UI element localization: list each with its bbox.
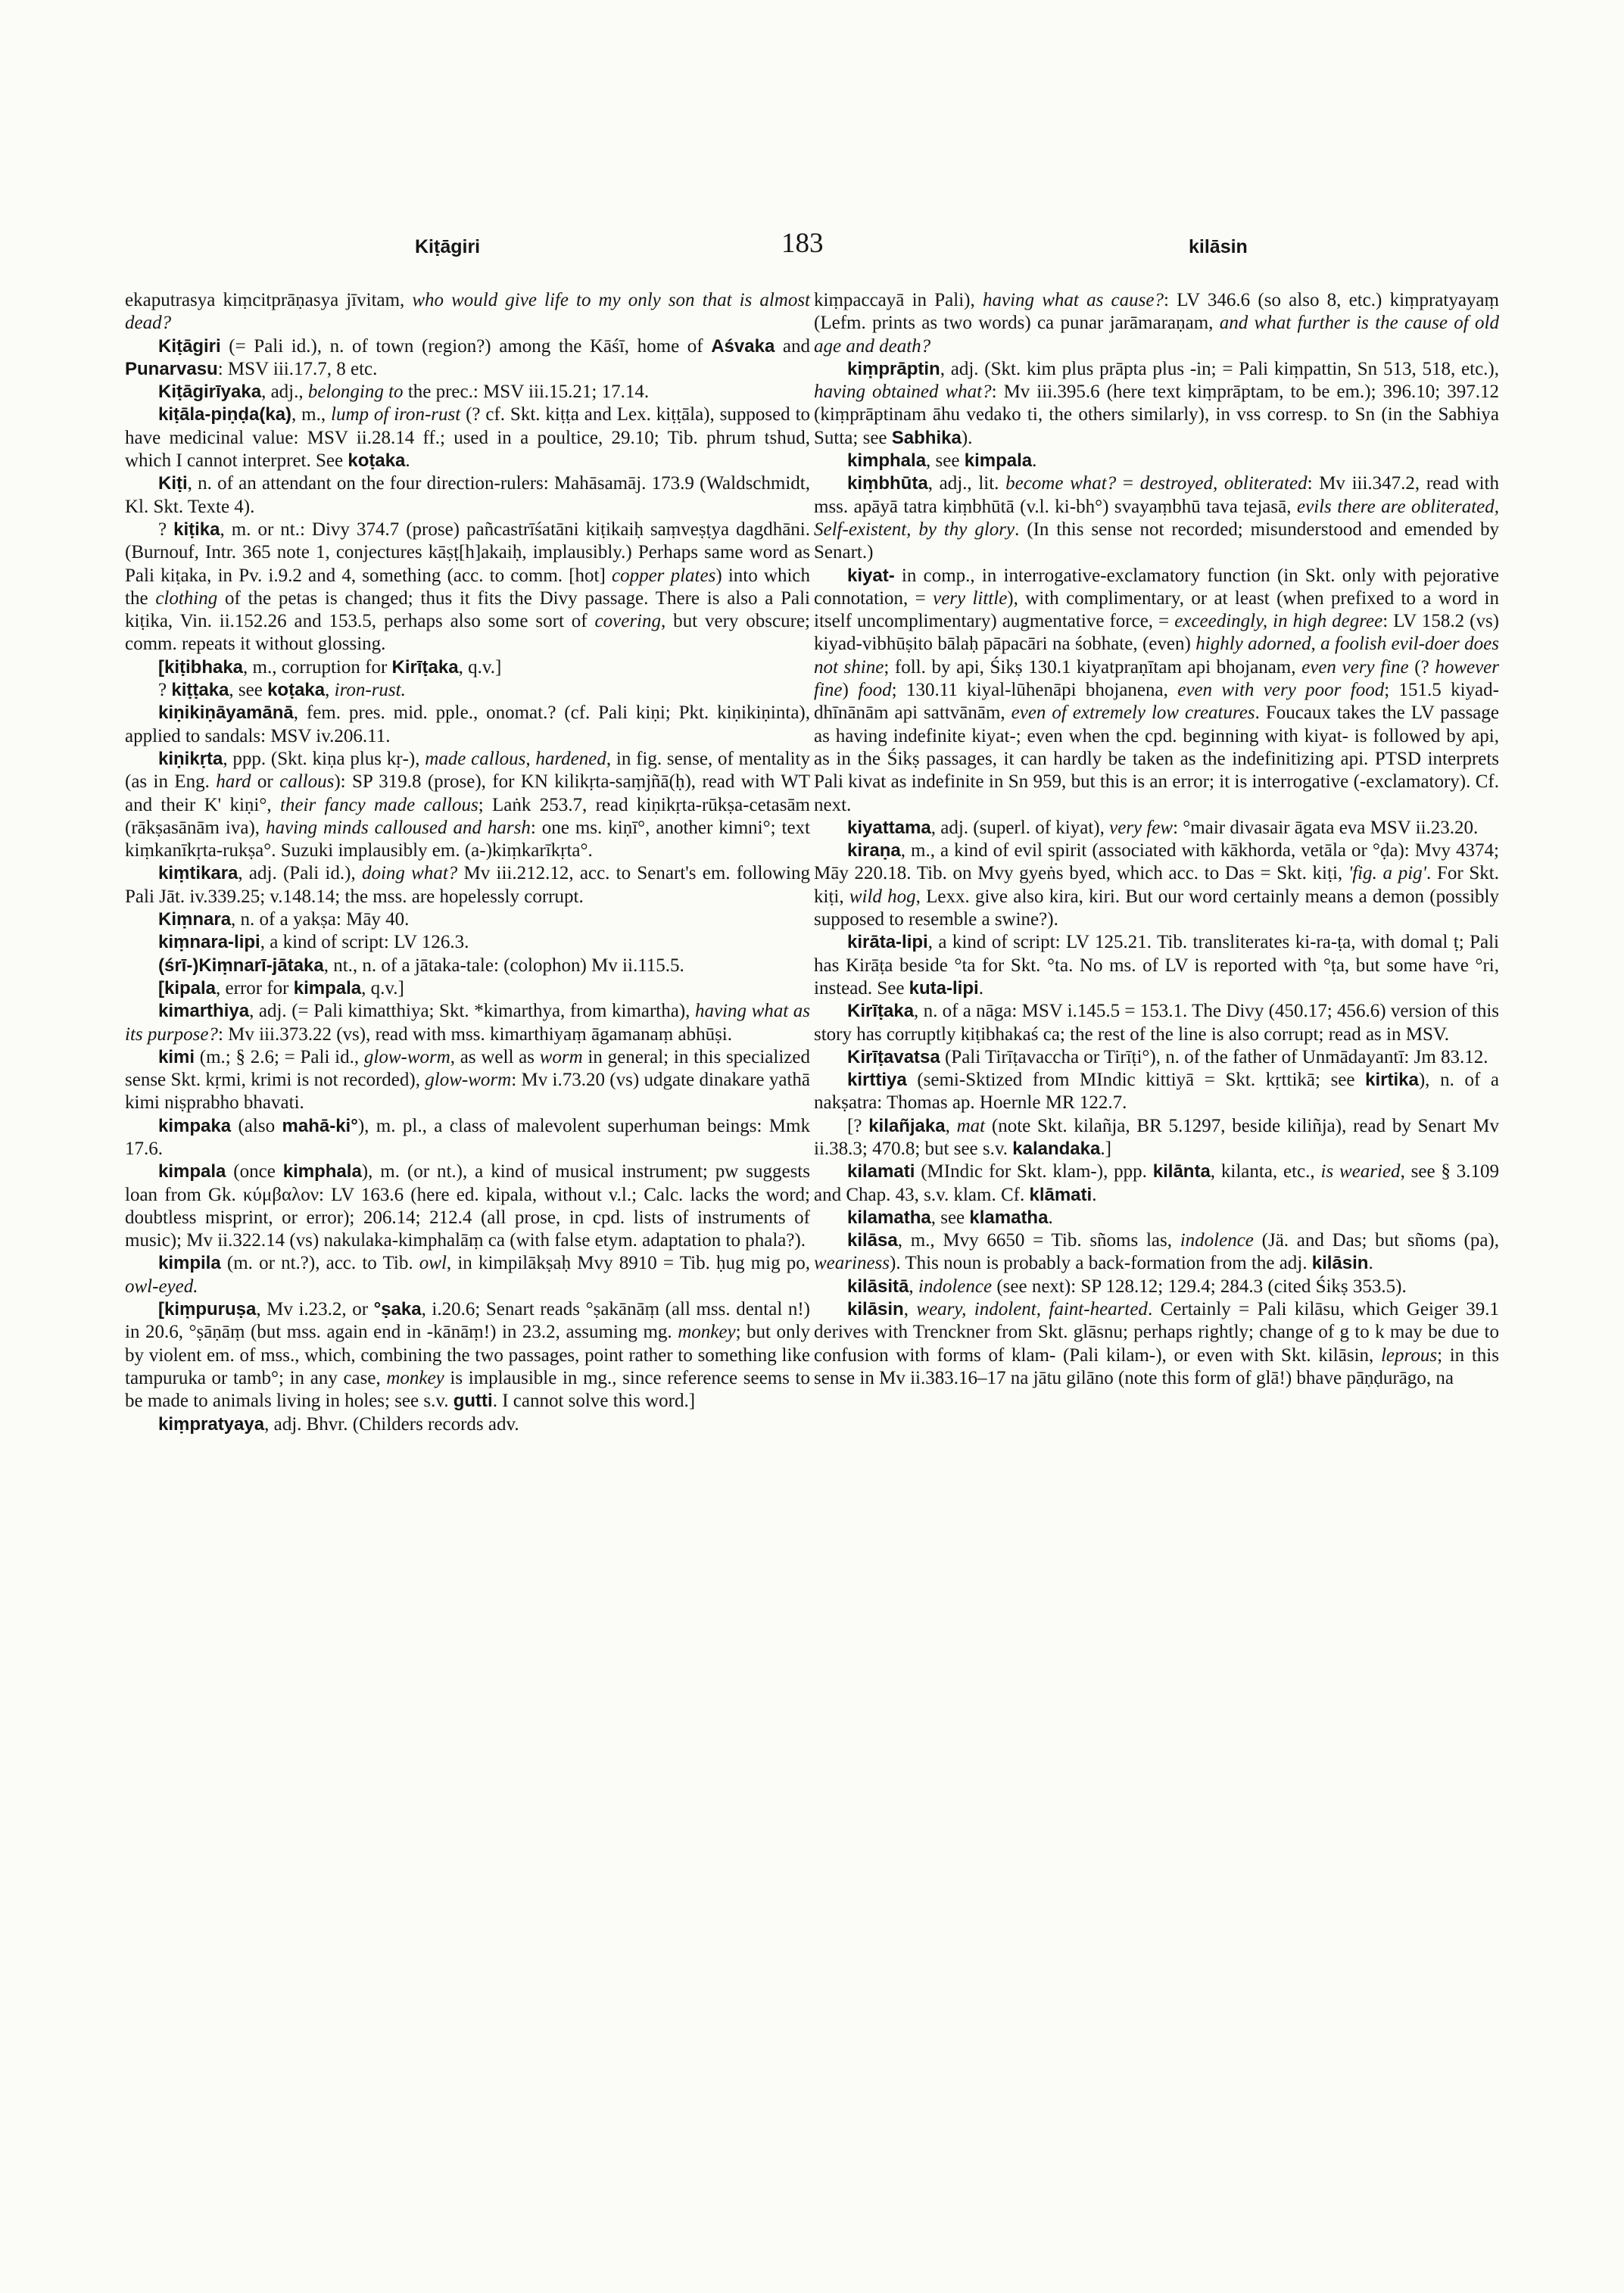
dictionary-entry <box>125 403 810 472</box>
entry-text: . I cannot solve this word.] <box>492 1391 696 1412</box>
right-running-head: kilāsin <box>1189 236 1248 257</box>
entry-text: : MSV iii.17.7, 8 etc. <box>217 358 378 379</box>
entry-text: (Jä. and Das; but sñoms (pa), <box>1253 1230 1499 1251</box>
entry-text: ). <box>961 427 973 448</box>
entry-text: ), m. pl., a class of malevolent superhuman beings: Mmk 17.6. <box>125 1115 810 1159</box>
headword: koṭaka <box>267 680 326 701</box>
entry-text: , fem. pres. mid. pple., onomat.? (cf. Pali kiṇi; Pkt. kiṇikiṇinta), applied to sandals: MSV iv.206.11. <box>125 703 810 746</box>
gloss: indolence <box>1180 1230 1254 1251</box>
headword: kalandaka <box>1012 1138 1101 1159</box>
entry-text: , as well as <box>450 1046 540 1067</box>
entry-text: Mv iii.212.12, acc. to Senart's em. following Pali Jāt. iv.339.25; v.148.14; the mss. are hopelessly corrupt. <box>125 863 810 907</box>
entry-text: (semi-Sktized from MIndic kittiyā = Skt. kṛttikā; see <box>906 1070 1366 1091</box>
headword: °ṣaka <box>373 1299 422 1320</box>
headword: kiṃnara-lipi <box>158 932 260 953</box>
headword: kilamatha <box>847 1207 931 1228</box>
headword: Kirīṭaka <box>391 656 459 678</box>
entry-text: : LV 346.6 (so also 8, etc.) kiṃpratyayaṃ (Lefm. prints as two words) ca punar jarāmaraṇam, <box>814 290 1499 334</box>
entry-text: , m. or nt.: Divy 374.7 (prose) pañcastrīśatāni kiṭikaiḥ saṃveṣṭya dagdhāni. (Burnouf, Intr. 365 note 1, conjectures kāṣṭ[h]akaiḥ, implausibly.) Perhaps same word as Pali kiṭaka, in Pv. i.9.2 and 4, something (acc. to comm. [hot] <box>125 519 810 586</box>
headword: kirāta-lipi <box>847 932 928 953</box>
dictionary-entry <box>814 931 1499 1000</box>
gloss: monkey <box>386 1367 444 1388</box>
headword: kiṇikṛta <box>158 748 223 769</box>
gloss: their fancy made callous <box>279 794 478 815</box>
entry-text: : Mv iii.347.2, read with mss. apāyā tatra kiṃbhūtā (v.l. ki-bh°) svayaṃbhū tava tejasā, <box>814 473 1499 517</box>
gloss: mat <box>956 1115 986 1136</box>
dictionary-entry <box>814 565 1499 817</box>
entry-text: , m., <box>291 404 332 425</box>
dictionary-entry <box>814 289 1499 358</box>
entry-text: . <box>1092 1184 1097 1205</box>
gloss: worm <box>539 1046 583 1067</box>
headword: Sabhika <box>891 427 962 448</box>
gloss: indolence <box>918 1276 993 1297</box>
entry-text: . (In this sense not recorded; misunderstood and emended by Senart.) <box>814 519 1499 563</box>
gloss: copper plates <box>611 565 716 586</box>
dictionary-entry <box>125 381 810 403</box>
entry-text: .] <box>1100 1138 1111 1159</box>
gloss: iron-rust. <box>334 680 406 701</box>
headword: kilāsin <box>1311 1253 1369 1274</box>
headword: koṭaka <box>348 450 406 472</box>
headword: kimpila <box>158 1253 221 1274</box>
left-running-head: Kiṭāgiri <box>415 236 481 257</box>
entry-text: (note Skt. kilañja, BR 5.1297, beside kiliñja), read by Senart Mv ii.38.3; 470.8; but see s.v. <box>814 1115 1499 1159</box>
headword: klamatha <box>969 1207 1049 1228</box>
entry-text: , ppp. (Skt. kiṇa plus kṛ-), <box>223 748 425 769</box>
page-number: 183 <box>781 228 824 259</box>
entry-text: , adj. Bhvr. (Childers records adv. <box>264 1413 519 1435</box>
headword: kiṭāla-piṇḍa(ka) <box>158 404 292 425</box>
entry-text: . <box>1032 450 1037 472</box>
dictionary-entry <box>814 1276 1499 1298</box>
entry-text: , kilanta, etc., <box>1210 1161 1321 1182</box>
entry-text: ). This noun is probably a back-formation from the adj. <box>890 1253 1312 1274</box>
gloss: callous <box>279 771 335 793</box>
entry-text: the prec.: MSV iii.15.21; 17.14. <box>403 382 650 403</box>
headword: Kiṭāgirīyaka <box>158 382 262 403</box>
headword: [kiṃpuruṣa <box>158 1299 257 1320</box>
gloss: owl-eyed. <box>125 1276 198 1297</box>
entry-text: , see <box>930 1207 970 1228</box>
gloss: clothing <box>155 587 218 609</box>
gloss: who would give life to my only son that is almost dead? <box>125 290 810 334</box>
entry-text: ): SP 319.8 (prose), for KN kilikṛta-saṃjñā(ḥ), read with WT and their K' kiṇi°, <box>125 771 811 815</box>
gloss: leprous <box>1380 1344 1438 1366</box>
gloss: having minds calloused and harsh <box>265 817 531 838</box>
dictionary-entry <box>125 289 810 335</box>
entry-text: ? <box>158 680 172 701</box>
headword: Aśvaka <box>711 335 775 357</box>
entry-text: , see <box>926 450 965 472</box>
dictionary-entry <box>125 1413 810 1436</box>
entry-text: , see § 3.109 and Chap. 43, s.v. klam. Cf. <box>814 1161 1500 1205</box>
entry-text: , adj. (= Pali kimatthiya; Skt. *kimarthya, from kimartha), <box>249 1001 695 1022</box>
entry-text: . <box>978 977 983 999</box>
gloss: weary, indolent, faint-hearted <box>916 1299 1148 1320</box>
dictionary-entry <box>125 931 810 954</box>
headword: Kiṭāgiri <box>158 335 221 357</box>
dictionary-entry <box>814 1000 1499 1046</box>
headword: kiṇikiṇāyamānā <box>158 703 294 724</box>
gloss: exceedingly, in high degree <box>1174 611 1383 632</box>
dictionary-entry <box>125 702 810 748</box>
headword: kimpala <box>964 450 1033 472</box>
gloss: wild hog <box>849 886 916 907</box>
gloss: covering <box>594 611 661 632</box>
dictionary-entry <box>814 1161 1499 1207</box>
dictionary-entry <box>814 1207 1499 1229</box>
gloss: having what as cause? <box>982 290 1164 310</box>
entry-text: (? cf. Skt. kiṭṭa and Lex. kiṭṭāla), supposed to have medicinal value: MSV ii.28.14 ff.; used in a poultice, 29.10; Tib. phrum tshud, which I cannot interpret. See <box>125 404 811 472</box>
dictionary-entry <box>125 748 810 862</box>
entry-text: , n. of a nāga: MSV i.145.5 = 153.1. The Divy (450.17; 456.6) version of this story has corruptly kiṭibhakaś ca; the rest of the line is also corrupt; read as in MSV. <box>814 1001 1499 1045</box>
entry-text: , adj., lit. <box>927 473 1006 494</box>
dictionary-entry <box>814 472 1499 564</box>
headword: kimpala <box>293 977 362 999</box>
left-column <box>125 289 810 1436</box>
headword: kilāsitā <box>847 1276 909 1297</box>
dictionary-entry <box>125 862 810 908</box>
dictionary-entry <box>814 1069 1499 1115</box>
headword: Kirīṭavatsa <box>847 1046 940 1067</box>
gloss: glow-worm <box>363 1046 450 1067</box>
entry-text: , m., a kind of evil spirit (associated with kākhorda, vetāla or °ḍa): Mvy 4374; Māy 220.18. Tib. on Mvy gyeṅs byed, which acc. to Das = Skt. kiṭi, <box>814 840 1499 884</box>
entry-text: of the petas is changed; thus it fits the Divy passage. There is also a Pali kiṭika, Vin. ii.152.26 and 153.5, perhaps also some sort of <box>125 587 810 632</box>
entry-text: , in fig. sense, of mentality (as in Eng. <box>125 748 810 793</box>
dictionary-entry <box>814 1229 1499 1276</box>
dictionary-entry <box>814 450 1499 472</box>
entry-text: (also <box>231 1115 282 1136</box>
headword: kilānta <box>1152 1161 1211 1182</box>
entry-text: . For Skt. kiṭi, <box>814 863 1499 907</box>
entry-text: = <box>1116 473 1140 494</box>
gloss: even very fine <box>1301 656 1409 678</box>
gloss: however fine <box>814 656 1500 701</box>
dictionary-entry <box>125 908 810 931</box>
headword: kiṭṭaka <box>171 680 229 701</box>
entry-text: in comp., in interrogative-exclamatory function (in Skt. only with pejorative connotation, = <box>814 565 1499 609</box>
entry-text: , <box>903 1299 917 1320</box>
entry-text: . <box>1048 1207 1053 1228</box>
gloss: having obtained what? <box>814 382 992 403</box>
entry-text: in general; in this specialized sense Skt. kṛmi, krimi is not recorded), <box>125 1046 810 1091</box>
entry-text: , q.v.] <box>361 977 404 999</box>
entry-text: , adj. (superl. of kiyat), <box>930 817 1110 838</box>
entry-text: (once <box>226 1161 283 1182</box>
entry-text: , adj. (Skt. kim plus prāpta plus -in; = Pali kiṃpattin, Sn 513, 518, etc.), <box>940 358 1499 379</box>
entry-text: : one ms. kiṇī°, another kimni°; text kiṃkanīkṛta-rukṣa°. Suzuki implausibly em. (a-)kiṃkarīkṛta°. <box>125 817 811 861</box>
entry-text: , adj. (Pali id.), <box>238 863 362 884</box>
entry-text: , n. of a yakṣa: Māy 40. <box>231 909 410 930</box>
entry-text: ), n. of a nakṣatra: Thomas ap. Hoernle MR 122.7. <box>814 1070 1499 1114</box>
entry-text: (? <box>1408 656 1435 678</box>
dictionary-entry <box>814 1046 1499 1069</box>
gloss: 'fig. a pig' <box>1348 863 1427 884</box>
entry-text: . Certainly = Pali kilāsu, which Geiger 39.1 derives with Trenckner from Skt. glāsnu; perhaps rightly; change of g to k may be due to confusion with forms of klam- (Pali kilam-), or even with Skt. kilāsin, <box>814 1299 1500 1366</box>
dictionary-entry <box>814 817 1499 840</box>
entry-text: ), with complimentary, or at least (when prefixed to a word in itself uncomplimentary) augmentative force, = <box>814 587 1499 632</box>
entry-text: [? <box>847 1115 869 1136</box>
headword: kiṭika <box>173 519 220 540</box>
gloss: destroyed, obliterated <box>1139 473 1308 494</box>
dictionary-entry <box>814 1298 1499 1390</box>
entry-text: , adj., <box>261 382 308 403</box>
headword: kimpala <box>158 1161 226 1182</box>
dictionary-entry <box>125 1046 810 1115</box>
entry-text: , in kimpilākṣaḥ Mvy 8910 = Tib. ḥug mig po, <box>446 1253 810 1274</box>
entry-text: ; in this sense in Mv ii.383.16–17 na jātu gilāno (note this form of glā!) bhave pāṇḍurāgo, na <box>814 1344 1499 1388</box>
entry-text: or <box>251 771 280 793</box>
entry-text: : Mv iii.395.6 (here text kiṃprāptam, to be em.); 396.10; 397.12 (kiṃprāptinam āhu vedako ti, the others similarly), in vss corresp. to Sn (in the Sabhiya Sutta; see <box>814 382 1499 448</box>
entry-text: , n. of an attendant on the four direction-rulers: Mahāsamāj. 173.9 (Waldschmidt, Kl. Skt. Texte 4). <box>125 473 810 517</box>
entry-text: ; foll. by api, Śikṣ 130.1 kiyatpraṇītam api bhojanam, <box>884 656 1302 678</box>
entry-text: kiṃpaccayā in Pali), <box>814 290 983 310</box>
headword: kilañjaka <box>868 1115 946 1136</box>
gloss: owl <box>419 1253 447 1274</box>
entry-text: ? <box>158 519 174 540</box>
entry-text: , <box>945 1115 957 1136</box>
dictionary-entry <box>125 955 810 977</box>
headword: kimi <box>158 1046 195 1067</box>
entry-text: , Lexx. give also kira, kiri. But our word certainly means a demon (possibly supposed to resemble a swine?). <box>814 886 1499 930</box>
gloss: weariness <box>814 1253 890 1274</box>
headword: kuta-lipi <box>909 977 979 999</box>
headword: kiyat- <box>847 565 895 586</box>
gloss: belonging to <box>307 382 404 403</box>
headword: Kirīṭaka <box>847 1001 915 1022</box>
entry-text: (see next): SP 128.12; 129.4; 284.3 (cited Śikṣ 353.5). <box>992 1276 1407 1297</box>
headword: [kipala <box>158 977 217 999</box>
entry-text: is implausible in mg., since reference seems to be made to animals living in holes; see s.v. <box>125 1367 810 1412</box>
gloss: highly adorned, a foolish evil-doer does not shine <box>814 634 1499 678</box>
gloss: glow-worm <box>425 1070 512 1091</box>
entry-text: , Mv i.23.2, or <box>256 1299 374 1320</box>
entry-text: , q.v.] <box>458 656 502 678</box>
gloss: doing what? <box>361 863 458 884</box>
headword: kiṃtikara <box>158 863 238 884</box>
headword: kiṃprāptin <box>847 358 940 379</box>
entry-text: , m., corruption for <box>243 656 392 678</box>
entry-text: ; 130.11 kiyal-lūhenāpi bhojanena, <box>891 680 1178 701</box>
entry-text: (= Pali id.), n. of town (region?) among the Kāśī, home of <box>220 335 712 357</box>
headword: kiṃbhūta <box>847 473 928 494</box>
gloss: very few <box>1109 817 1174 838</box>
entry-text: (m. or nt.?), acc. to Tib. <box>220 1253 419 1274</box>
headword: kimarthiya <box>158 1001 250 1022</box>
headword: kirttiya <box>847 1070 907 1091</box>
entry-text: . Foucaux takes the LV passage as having indefinite kiyat-; even when the cpd. beginning with kiyat- is followed by api, as in the Śikṣ passages, it can hardly be taken as the indefinitizing api. PTSD interprets Pali kivat as indefinite in Sn 959, but this is an error; it is interrogative (-exclamatory). Cf. next. <box>814 703 1500 815</box>
headword: kiyattama <box>847 817 931 838</box>
right-column <box>814 289 1499 1390</box>
gloss: even of extremely low creatures <box>1011 703 1255 724</box>
entry-text: : Mv i.73.20 (vs) udgate dinakare yathā kimi niṣprabho bhavati. <box>125 1070 810 1114</box>
gloss: made callous, hardened <box>425 748 606 769</box>
dictionary-entry <box>125 519 810 656</box>
headword: kilāsa <box>847 1230 898 1251</box>
dictionary-entry <box>125 1000 810 1046</box>
gloss: is wearied <box>1320 1161 1401 1182</box>
dictionary-entry <box>125 472 810 519</box>
entry-text: , <box>325 680 335 701</box>
gloss: evils there are obliterated, Self-existent, by thy glory <box>814 496 1499 540</box>
headword: Punarvasu <box>125 358 218 379</box>
dictionary-entry <box>125 1115 810 1161</box>
gloss: food <box>858 680 892 701</box>
gloss: very little <box>933 587 1008 609</box>
entry-text: , see <box>229 680 268 701</box>
gloss: even with very poor food <box>1177 680 1385 701</box>
headword: [kiṭibhaka <box>158 656 244 678</box>
entry-text: , a kind of script: LV 126.3. <box>260 932 469 953</box>
headword: (śrī-)Kiṃnarī-jātaka <box>158 955 324 976</box>
gloss: lump of iron-rust <box>331 404 461 425</box>
headword: kimpaka <box>158 1115 232 1136</box>
gloss: and what further is the cause of old age and death? <box>814 313 1499 357</box>
entry-text: (MIndic for Skt. klam-), ppp. <box>915 1161 1153 1182</box>
entry-text: ; 151.5 kiyad-dhīnānām api sattvānām, <box>814 680 1499 724</box>
headword: kilāsin <box>847 1299 904 1320</box>
entry-text: , nt., n. of a jātaka-tale: (colophon) Mv ii.115.5. <box>323 955 684 976</box>
entry-text: ; Laṅk 253.7, read kiṇikṛta-rūkṣa-cetasām (rākṣasānām iva), <box>125 794 810 838</box>
dictionary-entry <box>125 1161 810 1252</box>
entry-text: : °mair divasair āgata eva MSV ii.23.20. <box>1173 817 1479 838</box>
entry-text: ) into which the <box>125 565 810 609</box>
headword: kimphala <box>282 1161 362 1182</box>
dictionary-entry <box>125 1298 810 1413</box>
headword: kiraṇa <box>847 840 901 861</box>
dictionary-entry <box>814 358 1499 450</box>
headword: kilamati <box>847 1161 915 1182</box>
entry-text: ; but only by violent em. of mss., which, combining the two passages, point rather to something like tampuruka or tamb°; in any case, <box>125 1322 810 1388</box>
entry-text: . <box>405 450 410 472</box>
dictionary-entry <box>125 335 810 382</box>
headword: klāmati <box>1029 1184 1093 1205</box>
entry-text: (Pali Tirīṭavaccha or Tirīṭi°), n. of the father of Unmādayantī: Jm 83.12. <box>940 1046 1488 1067</box>
entry-text: : Mv iii.373.22 (vs), read with mss. kimarthiyaṃ āgamanaṃ abhūṣi. <box>217 1023 732 1045</box>
entry-text: , <box>909 1276 918 1297</box>
headword: kimphala <box>847 450 927 472</box>
entry-text: ), m. (or nt.), a kind of musical instrument; pw suggests loan from Gk. κύμβαλον: LV 163.6 (here ed. kipala, without v.l.; Calc. lacks the word; doubtless misprint, or error); 206.14; 212.4 (all prose, in cpd. lists of instruments of music); Mv ii.322.14 (vs) nakulaka-kimphalāṃ ca (with false etym. adaptation to phala?). <box>125 1161 810 1251</box>
dictionary-entry <box>814 1115 1499 1161</box>
headword: gutti <box>453 1391 493 1412</box>
entry-text: and <box>775 335 810 357</box>
gloss: having what as its purpose? <box>125 1001 810 1045</box>
headword: kiṃpratyaya <box>158 1413 265 1435</box>
entry-text: . <box>1368 1253 1373 1274</box>
gloss: hard <box>216 771 251 793</box>
gloss: become what? <box>1005 473 1117 494</box>
dictionary-entry <box>125 679 810 702</box>
page-header <box>0 227 1624 273</box>
entry-text: , i.20.6; Senart reads °ṣakānāṃ (all mss. dental n!) in 20.6, °ṣāṇāṃ (but mss. again end in -kānāṃ!) in 23.2, assuming mg. <box>125 1299 810 1343</box>
entry-text: (m.; § 2.6; = Pali id., <box>195 1046 364 1067</box>
dictionary-entry <box>125 1252 810 1298</box>
entry-text: ekaputrasya kiṃcitprāṇasya jīvitam, <box>125 290 413 310</box>
entry-text: , a kind of script: LV 125.21. Tib. transliterates ki-ra-ṭa, with domal ṭ; Pali has Kirāṭa beside °ta for Skt. °ta. No ms. of LV is reported with °ṭa, but some have °ri, instead. See <box>814 932 1499 999</box>
dictionary-entry <box>125 656 810 679</box>
dictionary-entry <box>814 840 1499 931</box>
headword: mahā-ki° <box>282 1115 358 1136</box>
entry-text: , m., Mvy 6650 = Tib. sñoms las, <box>897 1230 1180 1251</box>
entry-text: : LV 158.2 (vs) kiyad-vibhūṣito bālaḥ pāpacāri na śobhate, (even) <box>814 611 1500 655</box>
entry-text: , but very obscure; comm. repeats it without glossing. <box>125 611 810 655</box>
headword: Kiṭi <box>158 473 188 494</box>
entry-text: , error for <box>216 977 294 999</box>
gloss: monkey <box>678 1322 736 1343</box>
headword: kirtika <box>1365 1070 1419 1091</box>
entry-text: ) <box>842 680 859 701</box>
headword: Kiṃnara <box>158 909 232 930</box>
dictionary-entry <box>125 977 810 1000</box>
